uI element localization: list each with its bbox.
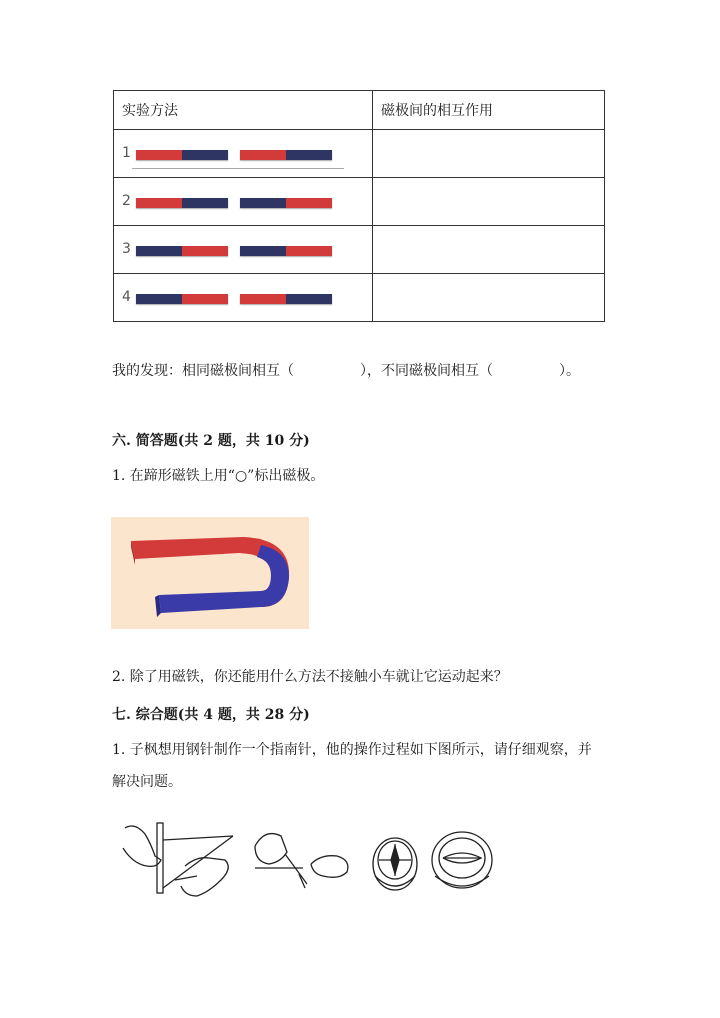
method-cell-3 xyxy=(114,226,373,274)
method-cell-1 xyxy=(114,130,373,178)
baseline-line xyxy=(132,168,344,169)
bar-magnet xyxy=(136,246,228,256)
row-number: 2 xyxy=(122,193,131,209)
section7-q1-line2: 解决问题。 xyxy=(112,774,182,790)
result-cell-1[interactable] xyxy=(373,130,605,178)
bar-magnet xyxy=(136,294,228,304)
header-method: 实验方法 xyxy=(114,91,373,130)
step1-rubbing-icon xyxy=(123,823,233,896)
compass-steps-illustration xyxy=(105,818,505,912)
discovery-sentence xyxy=(112,361,580,381)
bar-magnet xyxy=(136,150,228,160)
bar-magnet xyxy=(240,198,332,208)
result-cell-4[interactable] xyxy=(373,274,605,322)
section6-q2: 2. 除了用磁铁，你还能用什么方法不接触小车就让它运动起来？ xyxy=(112,669,508,685)
section6-heading: 六. 简答题(共 2 题，共 10 分) xyxy=(112,433,310,449)
bar-magnet xyxy=(240,246,332,256)
result-cell-2[interactable] xyxy=(373,178,605,226)
discovery-middle: ），不同磁极间相互（ xyxy=(360,363,493,379)
method-cell-2 xyxy=(114,178,373,226)
floating-needle-bowl-icon xyxy=(432,832,492,888)
method-cell-4 xyxy=(114,274,373,322)
bar-magnet xyxy=(240,294,332,304)
row-number: 1 xyxy=(122,145,131,161)
step2-needle-thread-icon xyxy=(255,834,348,888)
horseshoe-magnet-image xyxy=(111,517,309,629)
discovery-prefix: 我的发现：相同磁极间相互（ xyxy=(112,363,294,379)
row-number: 3 xyxy=(122,241,131,257)
bar-magnet xyxy=(136,198,228,208)
section7-heading: 七. 综合题(共 4 题，共 28 分) xyxy=(112,707,310,723)
row-number: 4 xyxy=(122,289,131,305)
compass-steps-drawing xyxy=(105,818,505,908)
compass-icon xyxy=(373,838,417,890)
section6-q1: 1. 在蹄形磁铁上用“○”标出磁极。 xyxy=(112,468,325,484)
result-cell-3[interactable] xyxy=(373,226,605,274)
experiment-table xyxy=(113,90,605,322)
header-result: 磁极间的相互作用 xyxy=(373,91,605,130)
section7-q1-line1: 1. 子枫想用钢针制作一个指南针，他的操作过程如下图所示，请仔细观察，并 xyxy=(112,742,592,758)
horseshoe-magnet-drawing xyxy=(111,517,309,629)
discovery-suffix: ）。 xyxy=(559,363,580,379)
bar-magnet xyxy=(240,150,332,160)
